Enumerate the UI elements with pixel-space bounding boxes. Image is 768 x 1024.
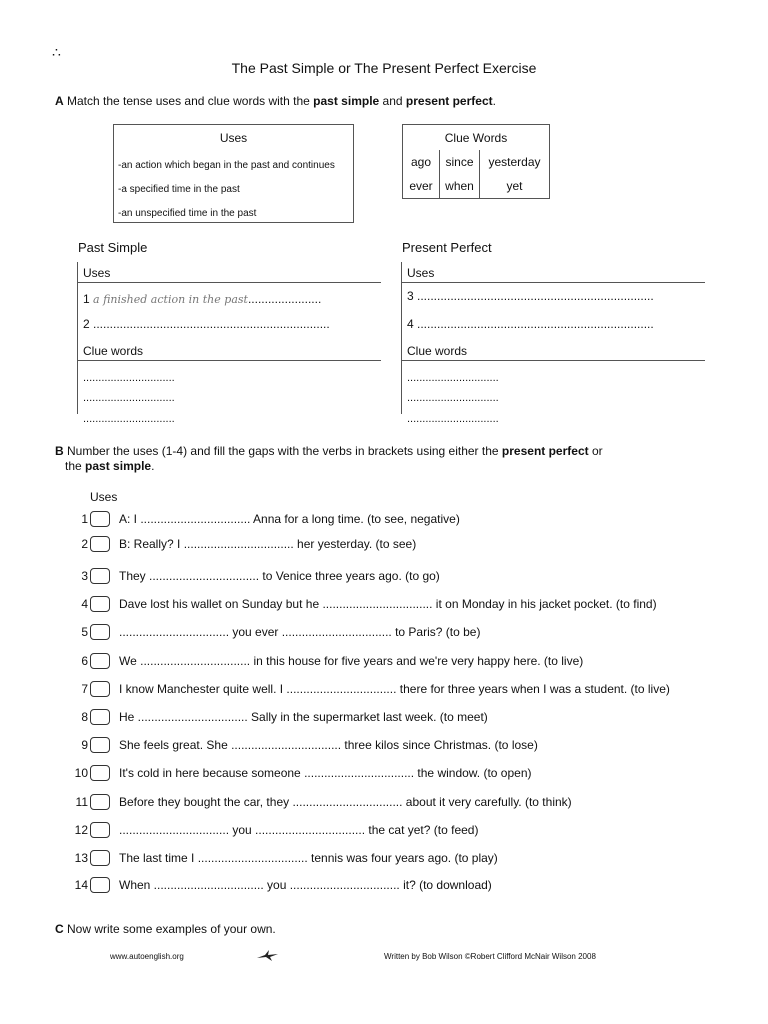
exercise-number: 11 (75, 795, 88, 809)
exercise-row (60, 596, 657, 614)
past-simple-panel (77, 262, 381, 425)
exercise-number: 12 (74, 823, 88, 837)
dotted-gap: ...................... (247, 292, 322, 306)
use-number-box[interactable] (90, 596, 110, 612)
clue-word: yesterday (479, 150, 549, 174)
section-letter: B (55, 444, 64, 458)
present-perfect-heading: Present Perfect (402, 240, 492, 255)
logo-icon: ∴ (52, 44, 61, 60)
exercise-number: 1 (81, 512, 88, 526)
use-number-box[interactable] (90, 709, 110, 725)
use-number-box[interactable] (90, 681, 110, 697)
clue-words-label: Clue words (83, 344, 144, 358)
instruction-text: Match the tense uses and clue words with the (67, 94, 310, 108)
line-number: 1 (83, 292, 90, 306)
clue-word: yet (479, 174, 549, 198)
exercise-text: The last time I ................................. tennis was four years ago. (to play) (119, 851, 498, 865)
uses-item: -an action which began in the past and continues (118, 160, 335, 171)
use-number-box[interactable] (90, 624, 110, 640)
exercise-text: They ................................. to Venice three years ago. (to go) (119, 569, 440, 583)
exercise-text: A: I ................................. Anna for a long time. (to see, negative) (119, 512, 460, 526)
exercise-text: We ................................. in this house for five years and we're very happy here. (to live) (119, 654, 584, 668)
exercise-text: When ................................. you ................................. it? (to download) (119, 878, 492, 892)
uses-box (113, 124, 354, 223)
exercise-number: 13 (74, 851, 88, 865)
uses-column-label: Uses (90, 490, 118, 504)
clue-words-box (402, 124, 550, 199)
exercise-text: Dave lost his wallet on Sunday but he ................................. it on Monday in his jacket pocket. (to find) (119, 597, 657, 611)
clue-words-grid (403, 150, 549, 198)
answer-line-1[interactable] (83, 292, 321, 306)
instruction-text: . (151, 459, 155, 473)
instruction-bold: past simple (313, 94, 380, 108)
exercise-number: 6 (81, 654, 88, 668)
exercise-number: 7 (81, 682, 88, 696)
instruction-bold: present perfect (501, 444, 589, 458)
clue-word: ever (409, 179, 433, 193)
footer-credit: Written by Bob Wilson ©Robert Clifford McNair Wilson 2008 (384, 952, 596, 961)
exercise-text: ................................. you ever ................................. to Paris? (to be) (119, 625, 481, 639)
present-perfect-panel (401, 262, 705, 425)
use-number-box[interactable] (90, 765, 110, 781)
past-simple-heading: Past Simple (78, 240, 148, 255)
exercise-row (60, 794, 572, 812)
uses-box-heading: Uses (219, 131, 248, 145)
clue-answer-line[interactable]: .............................. (407, 372, 499, 384)
use-number-box[interactable] (90, 536, 110, 552)
uses-label: Uses (83, 266, 111, 280)
clue-answer-line[interactable]: .............................. (407, 413, 499, 425)
exercise-text: Before they bought the car, they ................................. about it very carefully. (to think) (119, 795, 572, 809)
uses-label: Uses (407, 266, 435, 280)
exercise-row (60, 511, 460, 529)
use-number-box[interactable] (90, 737, 110, 753)
clue-word: ago (410, 155, 432, 169)
answer-line-3[interactable]: 3 ....................................................................... (407, 289, 654, 303)
clue-words-label: Clue words (407, 344, 468, 358)
instruction-text: and (382, 94, 403, 108)
use-number-box[interactable] (90, 794, 110, 810)
page-title: The Past Simple or The Present Perfect Exercise (231, 60, 537, 76)
instruction-bold: past simple (85, 459, 152, 473)
section-c-instructions (55, 922, 276, 936)
clue-answer-line[interactable]: .............................. (83, 392, 175, 404)
bird-logo-icon (256, 948, 280, 962)
uses-item: -a specified time in the past (118, 184, 240, 195)
section-letter: C (55, 922, 64, 936)
exercise-row (60, 765, 532, 783)
exercise-row (60, 568, 440, 586)
exercise-number: 14 (74, 878, 88, 892)
exercise-row (60, 709, 488, 727)
section-a-instructions (55, 94, 496, 108)
exercise-text: ................................. you ................................. the cat yet? (to feed) (119, 823, 479, 837)
clue-answer-line[interactable]: .............................. (407, 392, 499, 404)
answer-line-2[interactable]: 2 ....................................................................... (83, 317, 330, 331)
instruction-text: the (65, 459, 82, 473)
use-number-box[interactable] (90, 877, 110, 893)
instruction-text: . (492, 94, 496, 108)
use-number-box[interactable] (90, 568, 110, 584)
exercise-text: He ................................. Sally in the supermarket last week. (to meet) (119, 710, 488, 724)
instruction-text: Now write some examples of your own. (67, 922, 276, 936)
exercise-row (60, 737, 538, 755)
instruction-text: Number the uses (1-4) and fill the gaps with the verbs in brackets using either the (67, 444, 499, 458)
clue-word: since (439, 150, 479, 174)
exercise-text: It's cold in here because someone ................................. the window. (to open) (119, 766, 532, 780)
exercise-number: 3 (81, 569, 88, 583)
use-number-box[interactable] (90, 850, 110, 866)
exercise-text: B: Really? I ................................. her yesterday. (to see) (119, 537, 417, 551)
instruction-bold: present perfect (405, 94, 493, 108)
footer-website[interactable]: www.autoenglish.org (110, 952, 184, 961)
exercise-row (60, 681, 670, 699)
clue-word: when (439, 174, 479, 198)
clue-answer-line[interactable]: .............................. (83, 413, 175, 425)
exercise-number: 8 (81, 710, 88, 724)
exercise-text: I know Manchester quite well. I ................................. there for three years when I was a student. (to live) (119, 682, 670, 696)
clue-box-heading: Clue Words (444, 131, 508, 145)
clue-answer-line[interactable]: .............................. (83, 372, 175, 384)
exercise-number: 5 (81, 625, 88, 639)
section-b-instructions (55, 444, 675, 474)
exercise-number: 9 (81, 738, 88, 752)
exercise-number: 4 (81, 597, 88, 611)
exercise-row (60, 536, 416, 554)
use-number-box[interactable] (90, 822, 110, 838)
exercise-row (60, 624, 480, 642)
use-number-box[interactable] (90, 653, 110, 669)
exercise-row (60, 850, 498, 868)
uses-item: -an unspecified time in the past (118, 208, 257, 219)
exercise-number: 10 (74, 766, 88, 780)
use-number-box[interactable] (90, 511, 110, 527)
exercise-row (60, 877, 492, 895)
handwritten-answer: a finished action in the past (93, 293, 248, 306)
instruction-text: or (591, 444, 603, 458)
exercise-text: She feels great. She ................................. three kilos since Christmas. (to lose) (119, 738, 538, 752)
section-letter: A (55, 94, 64, 108)
answer-line-4[interactable]: 4 ....................................................................... (407, 317, 654, 331)
exercise-row (60, 653, 583, 671)
exercise-row (60, 822, 478, 840)
exercise-number: 2 (81, 537, 88, 551)
